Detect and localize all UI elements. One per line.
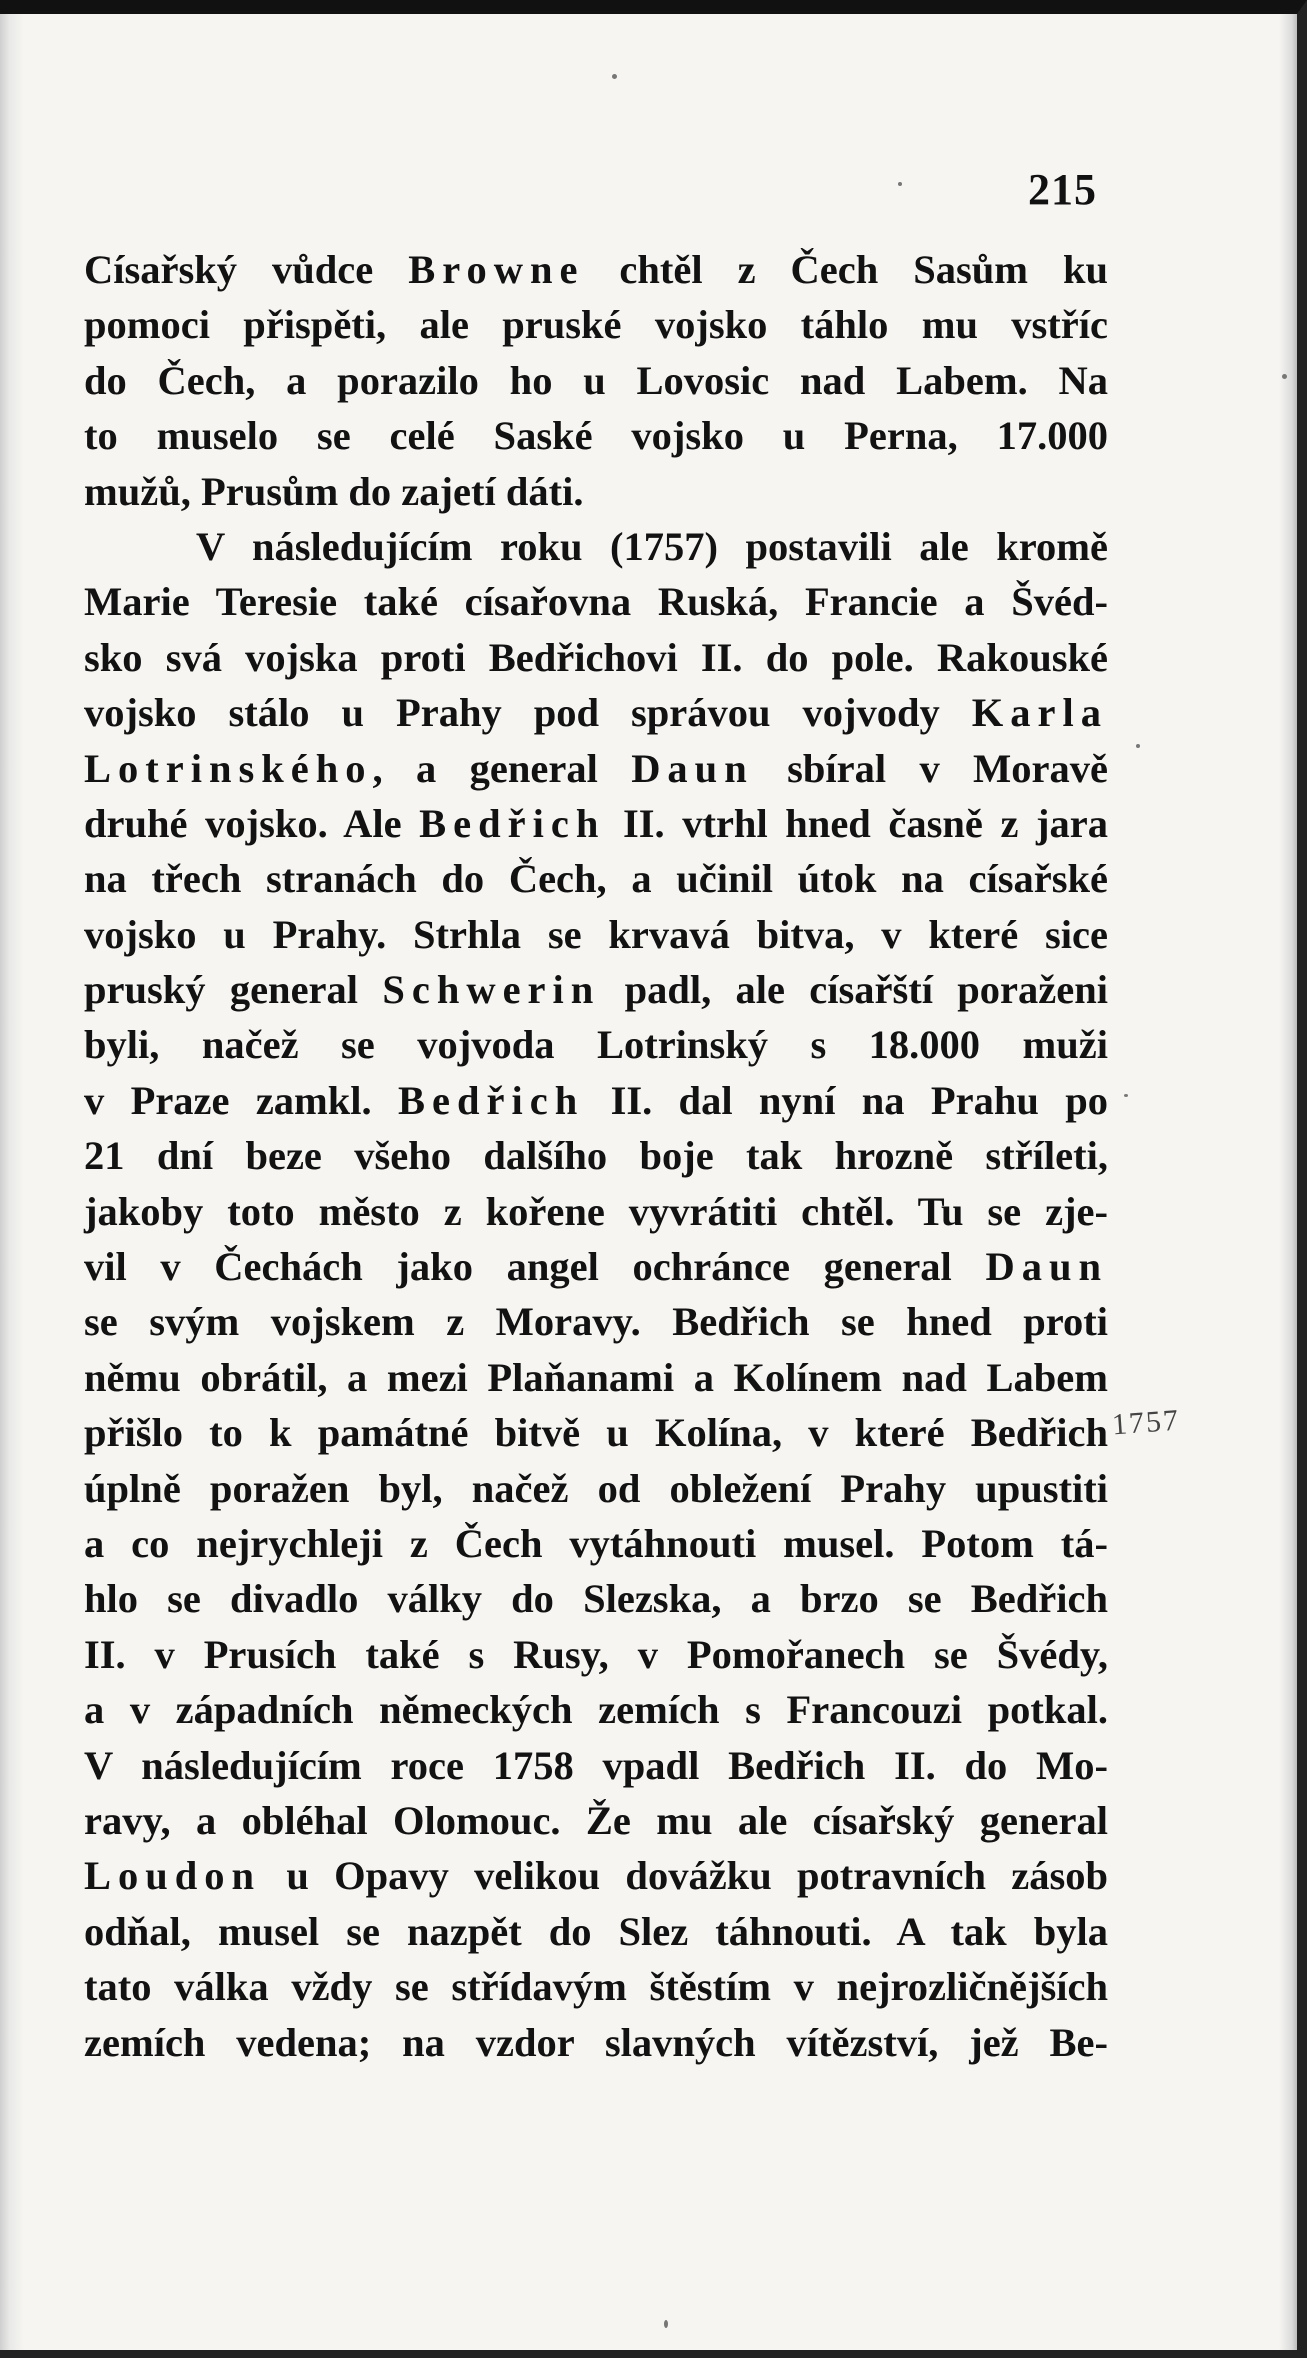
handwritten-margin-note: 1757 <box>1110 1403 1182 1442</box>
text-segment: hlo se divadlo války do Slezska, a brzo se Bedřich <box>84 1576 1108 1622</box>
text-segment: vojsko stálo u Prahy pod správou vojvody <box>84 690 972 736</box>
text-segment: sko svá vojska proti Bedřichovi II. do pole. Rakouské <box>84 634 1108 680</box>
text-segment: V následujícím roku (1757) postavili ale kromě <box>196 523 1108 569</box>
text-segment: jakoby toto město z kořene vyvrátiti chtěl. Tu se zje- <box>84 1188 1108 1234</box>
body-text <box>84 242 1108 2070</box>
text-line <box>84 1073 1108 1128</box>
text-segment: 21 dní beze všeho dalšího boje tak hrozně stříleti, <box>84 1133 1108 1179</box>
paper-speck <box>612 74 617 79</box>
spaced-name: Daun <box>985 1244 1108 1290</box>
text-segment: tato válka vždy se střídavým štěstím v nejrozličnějších <box>84 1964 1108 2010</box>
text-line <box>84 519 1108 574</box>
spaced-name: Bedřich <box>398 1077 585 1123</box>
paper-speck <box>664 2320 668 2328</box>
text-segment: ravy, a obléhal Olomouc. Že mu ale císařský general <box>84 1797 1108 1843</box>
text-line <box>84 1738 1108 1793</box>
text-segment: vil v Čechách jako angel ochránce general <box>84 1244 986 1290</box>
text-line <box>84 962 1108 1017</box>
text-line <box>84 907 1108 962</box>
text-line <box>84 796 1108 851</box>
text-line <box>84 1571 1108 1626</box>
text-segment: v Praze zamkl. <box>84 1077 399 1123</box>
text-segment: II. vtrhl hned časně z jara <box>605 800 1108 846</box>
text-segment: přišlo to k památné bitvě u Kolína, v které Bedřich <box>84 1410 1108 1456</box>
text-line <box>84 741 1108 796</box>
text-line <box>84 2015 1108 2070</box>
text-line <box>84 1461 1108 1516</box>
text-segment: němu obrátil, a mezi Plaňanami a Kolínem nad Labem <box>84 1354 1108 1400</box>
text-segment: pruský general <box>84 967 383 1013</box>
spaced-name: Bedřich <box>419 800 606 846</box>
text-segment: druhé vojsko. Ale <box>84 800 420 846</box>
paper-speck <box>898 182 902 186</box>
text-segment: a co nejrychleji z Čech vytáhnouti musel. Potom tá- <box>84 1520 1108 1566</box>
text-segment: vojsko u Prahy. Strhla se krvavá bitva, v které sice <box>84 911 1108 957</box>
text-line <box>84 1405 1108 1460</box>
text-line <box>84 1959 1108 2014</box>
text-segment: byli, načež se vojvoda Lotrinský s 18.000 muži <box>84 1022 1108 1068</box>
text-segment: u Opavy velikou dovážku potravních zásob <box>261 1853 1108 1899</box>
text-segment: a v západních německých zemích s Francouzi potkal. <box>84 1687 1108 1733</box>
text-segment: , a general <box>372 745 632 791</box>
paper-speck <box>1282 374 1287 379</box>
text-line <box>84 1350 1108 1405</box>
text-segment: na třech stranách do Čech, a učinil útok na císařské <box>84 856 1108 902</box>
text-line <box>84 242 1108 297</box>
text-line <box>84 630 1108 685</box>
text-segment: zemích vedena; na vzdor slavných vítězství, jež Be- <box>84 2019 1108 2065</box>
text-segment: II. dal nyní na Prahu po <box>584 1077 1108 1123</box>
text-segment: II. v Prusích také s Rusy, v Pomořanech se Švédy, <box>84 1631 1108 1677</box>
text-segment: mužů, Prusům do zajetí dáti. <box>84 468 584 514</box>
text-line <box>84 1184 1108 1239</box>
text-line <box>84 1516 1108 1571</box>
text-line <box>84 1627 1108 1682</box>
text-segment: Marie Teresie také císařovna Ruská, Francie a Švéd- <box>84 579 1108 625</box>
text-line <box>84 353 1108 408</box>
text-segment: do Čech, a porazilo ho u Lovosic nad Labem. Na <box>84 357 1108 403</box>
page-left-edge-shadow <box>0 14 24 2350</box>
text-line <box>84 1848 1108 1903</box>
text-segment: úplně poražen byl, načež od obležení Prahy upustiti <box>84 1465 1108 1511</box>
paper-speck <box>1124 1094 1128 1097</box>
text-line <box>84 574 1108 629</box>
spaced-name: Loudon <box>84 1853 262 1899</box>
text-segment: chtěl z Čech Sasům ku <box>584 247 1108 292</box>
text-segment: se svým vojskem z Moravy. Bedřich se hned proti <box>84 1299 1108 1345</box>
text-line <box>84 1017 1108 1072</box>
spaced-name: Lotrinského <box>84 745 373 791</box>
text-segment: odňal, musel se nazpět do Slez táhnouti. A tak byla <box>84 1908 1108 1954</box>
text-line <box>84 1904 1108 1959</box>
spaced-name: Schwerin <box>382 967 601 1013</box>
text-line <box>84 1128 1108 1183</box>
text-line <box>84 685 1108 740</box>
page-number: 215 <box>1028 165 1097 214</box>
spaced-name: Karla <box>971 690 1108 736</box>
text-line <box>84 851 1108 906</box>
text-line <box>84 297 1108 352</box>
text-segment: pomoci přispěti, ale pruské vojsko táhlo mu vstříc <box>84 302 1108 348</box>
text-line <box>84 1793 1108 1848</box>
text-line <box>84 1682 1108 1737</box>
spaced-name: Daun <box>631 745 754 791</box>
text-line <box>84 464 1108 519</box>
spaced-name: Browne <box>408 247 585 292</box>
page-right-edge-shadow <box>1279 14 1297 2350</box>
text-segment: V následujícím roce 1758 vpadl Bedřich II. do Mo- <box>84 1742 1108 1788</box>
paper-speck <box>1136 744 1140 748</box>
text-segment: to muselo se celé Saské vojsko u Perna, 17.000 <box>84 413 1108 459</box>
text-segment: Císařský vůdce <box>84 247 409 292</box>
text-segment: padl, ale císařští poraženi <box>600 967 1108 1013</box>
text-line <box>84 1294 1108 1349</box>
text-segment: sbíral v Moravě <box>753 745 1108 791</box>
text-line <box>84 1239 1108 1294</box>
text-line <box>84 408 1108 463</box>
